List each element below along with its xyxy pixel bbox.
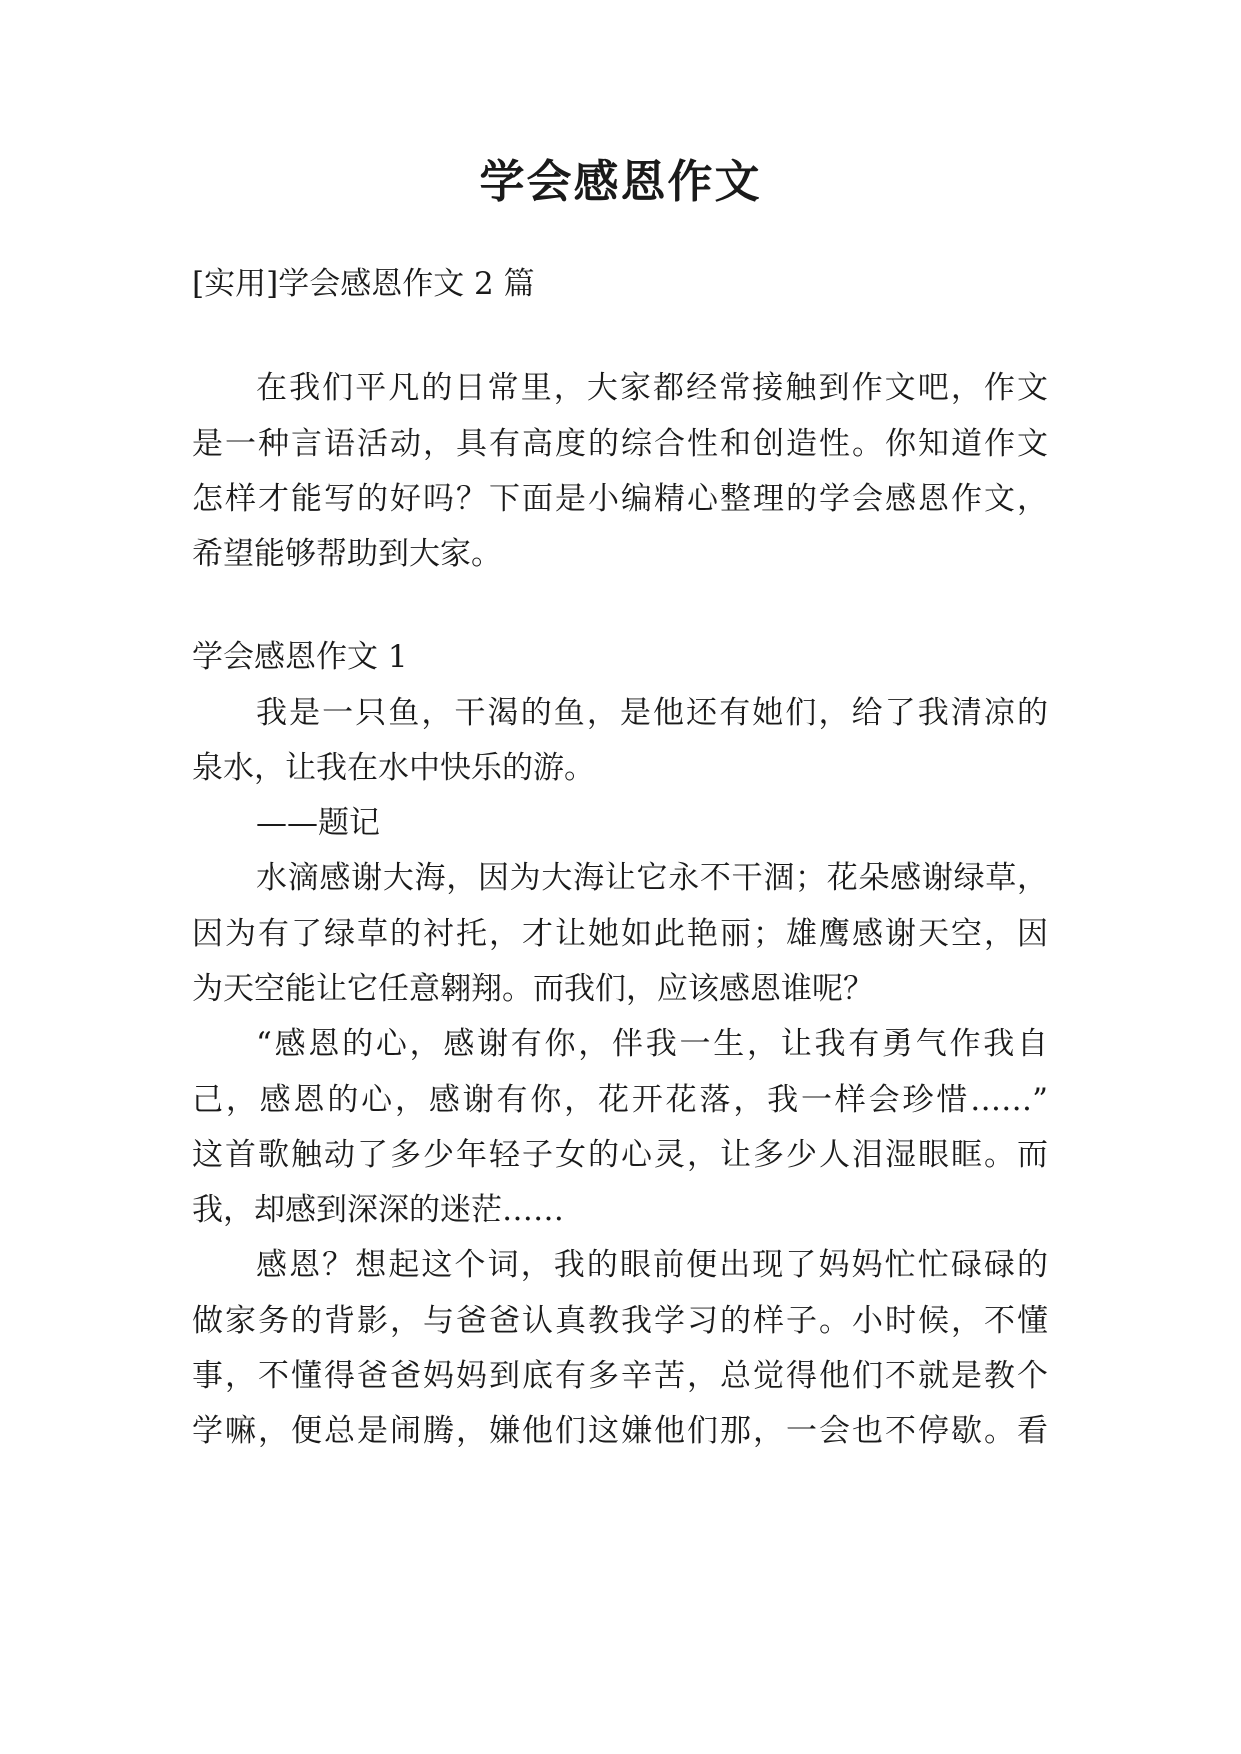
document-subtitle: [实用]学会感恩作文 2 篇: [192, 266, 535, 302]
body-line: 我，却感到深深的迷茫……: [192, 1192, 564, 1228]
body-line: 水滴感谢大海，因为大海让它永不干涸；花朵感谢绿草，: [256, 860, 1048, 896]
body-line: 学嘛，便总是闹腾，嫌他们这嫌他们那，一会也不停歇。看: [192, 1413, 1048, 1449]
body-line: 感恩？想起这个词，我的眼前便出现了妈妈忙忙碌碌的: [256, 1247, 1048, 1283]
body-line: 因为有了绿草的衬托，才让她如此艳丽；雄鹰感谢天空，因: [192, 916, 1048, 952]
intro-line: 在我们平凡的日常里，大家都经常接触到作文吧，作文: [256, 370, 1048, 406]
epigraph-attribution: ——题记: [256, 805, 380, 841]
intro-line: 希望能够帮助到大家。: [192, 536, 502, 572]
body-line: 为天空能让它任意翱翔。而我们，应该感恩谁呢？: [192, 971, 874, 1007]
document-title: 学会感恩作文: [479, 155, 762, 208]
body-line: 事，不懂得爸爸妈妈到底有多辛苦，总觉得他们不就是教个: [192, 1358, 1048, 1394]
body-line: 我是一只鱼，干渴的鱼，是他还有她们，给了我清凉的: [256, 695, 1048, 731]
body-line: “感恩的心，感谢有你，伴我一生，让我有勇气作我自: [256, 1026, 1048, 1062]
intro-line: 怎样才能写的好吗？下面是小编精心整理的学会感恩作文，: [192, 481, 1048, 517]
body-line: 做家务的背影，与爸爸认真教我学习的样子。小时候，不懂: [192, 1303, 1048, 1339]
intro-line: 是一种言语活动，具有高度的综合性和创造性。你知道作文: [192, 426, 1048, 462]
section-heading: 学会感恩作文 1: [192, 639, 408, 675]
body-line: 泉水，让我在水中快乐的游。: [192, 750, 595, 786]
body-line: 己，感恩的心，感谢有你，花开花落，我一样会珍惜……”: [192, 1082, 1048, 1118]
body-line: 这首歌触动了多少年轻子女的心灵，让多少人泪湿眼眶。而: [192, 1137, 1048, 1173]
